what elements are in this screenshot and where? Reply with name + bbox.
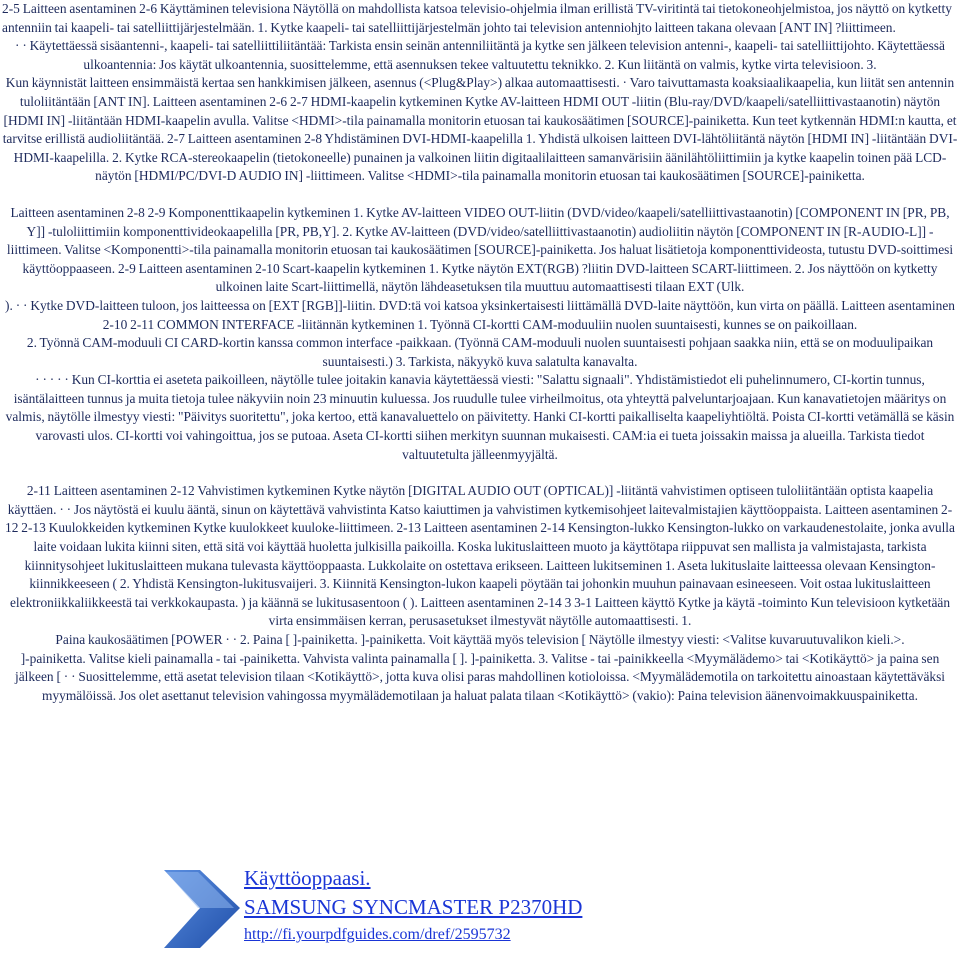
product-name-link[interactable]: SAMSUNG SYNCMASTER P2370HD [244,895,583,919]
paragraph-tv-antenna: 2-5 Laitteen asentaminen 2-6 Käyttäminen televisiona Näytöllä on mahdollista katsoa televisio-ohjelmia ilman erillistä TV-viritintä tai tietokoneohjelmistoa, jos näyttö on kytketty antenniin tai kaapeli- tai satelliittijärjestelmään. 1. Kytke kaapeli- tai satelliittijärjestelmän johto tai television antenniohjto laitteen takana olevaan [ANT IN] ?liittimeen. [2,1,952,35]
paragraph-plug-and-play-hdmi: Kun käynnistät laitteen ensimmäistä kertaa sen hankkimisen jälkeen, asennus (<Plug&Play>) alkaa automaattisesti. · Varo taivuttamasta koaksiaalikaapelia, kun liität sen antennin tuloliitäntään [ANT IN]. Laitteen asentaminen 2-6 2-7 HDMI-kaapelin kytkeminen Kytke AV-laitteen HDMI OUT -liitin (Blu-ray/DVD/kaapeli/satelliittivastaanotin) näytön [HDMI IN] -liitäntään HDMI-kaapelin avulla. Valitse <HDMI>-tila painamalla monitorin etuosan tai kaukosäätimen [SOURCE]-painiketta. Kun teet kytkennän HDMI:n kautta, et tarvitse erillistä audioliitäntää. 2-7 Laitteen asentaminen 2-8 Yhdistäminen DVI-HDMI-kaapelilla 1. Yhdistä ulkoisen laitteen DVI-lähtöliitäntä näytön [HDMI IN] -liitäntään DVI-HDMI-kaapelilla. 2. Kytke RCA-stereokaapelin (tietokoneelle) punainen ja valkoinen liitin digitaalilaitteen samanvärisiin äänilähtöliittimiin ja kytke kaapelin toinen pää LCD-näytön [HDMI/PC/DVI-D AUDIO IN] -liittimeen. Valitse <HDMI>-tila painamalla monitorin etuosan tai kaukosäätimen [SOURCE]-painiketta. [2,75,958,184]
document-body [2,0,958,705]
paragraph-cam-module: 2. Työnnä CAM-moduuli CI CARD-kortin kanssa common interface -paikkaan. (Työnnä CAM-moduuli nuolen suuntaisesti pohjaan saakka niin, että se on moduulipaikan suuntaisesti.) 3. Tarkista, näkyykö kuva salatulta kanavalta. [26,335,934,369]
arrow-right-icon [160,862,242,954]
paragraph-antenna-notes: · · Käytettäessä sisäantenni-, kaapeli- tai satelliittiliitäntää: Tarkista ensin seinän antenniliitäntä ja kytke sen jälkeen television antenni-, kaapeli- tai satelliittijohto. Käytettäessä ulkoantennia: Jos käytät ulkoantennia, suosittelemme, että asennuksen tekee valtuutettu teknikko. 2. Kun liitäntä on valmis, kytke virta televisioon. 3. [15,38,945,72]
paragraph-dvd-common-interface: ). · · Kytke DVD-laitteen tuloon, jos laitteessa on [EXT [RGB]]-liitin. DVD:tä voi katsoa yksinkertaisesti liittämällä DVD-laite näyttöön, kun virta on päällä. Laitteen asentaminen 2-10 2-11 COMMON INTERFACE -liitännän kytkeminen 1. Työnnä CI-kortti CAM-moduuliin nuolen suuntaisesti, kunnes se on paikoillaan. [5,297,955,332]
paragraph-power-language: Paina kaukosäätimen [POWER · · 2. Paina [ ]-painiketta. ]-painiketta. Voit käyttää myös television [ Näytölle ilmestyy viesti: <Valitse kuvaruutuvalikon kieli.>. [55,632,905,647]
user-manual-link[interactable]: Käyttöoppaasi. [244,866,371,890]
paragraph-amplifier-kensington: 2-11 Laitteen asentaminen 2-12 Vahvistimen kytkeminen Kytke näytön [DIGITAL AUDIO OUT (OPTICAL)] -liitäntä vahvistimen optiseen tuloliitäntään optista kaapelia käyttäen. · · Jos näytöstä ei kuulu ääntä, sinun on käytettävä vahvistinta Katso kaiuttimen ja vahvistimen kytkemisohjeet laitevalmistajien käyttöoppaista. Laitteen asentaminen 2-12 2-13 Kuulokkeiden kytkeminen Kytke kuulokkeet kuuloke-liittimeen. 2-13 Laitteen asentaminen 2-14 Kensington-lukko Kensington-lukko on varkaudenestolaite, jonka avulla laite voidaan lukita kiinni siten, että sitä voi käyttää huoletta julkisilla paikoilla. Koska lukituslaitteen muoto ja käyttötapa riippuvat sen mallista ja valmistajasta, tarkista kiinnitysohjeet lukituslaitteen mukana tulevasta käyttöoppaasta. Lukkolaite on ostettava erikseen. Laitteen lukitseminen 1. Aseta lukituslaite laitteessa olevaan Kensington-kiinnikkeeseen ( 2. Yhdistä Kensington-lukitusvaijeri. 3. Kiinnitä Kensington-lukon kaapeli pöytään tai johonkin muuhun painavaan esineeseen. Voit ostaa lukituslaitteen elektroniikkaliikkeestä tai verkkokaupasta. ) ja käännä se lukitusasentoon ( ). Laitteen asentaminen 2-14 3 3-1 Laitteen käyttö Kytke ja käytä -toiminto Kun televisioon kytketään virta ensimmäisen kerran, perusasetukset ilmestyvät näytölle automaattisesti. 1. [5,483,955,629]
paragraph-component-scart: Laitteen asentaminen 2-8 2-9 Komponenttikaapelin kytkeminen 1. Kytke AV-laitteen VIDEO OUT-liitin (DVD/video/kaapeli/satelliittivastaanotin) [COMPONENT IN [PR, PB, Y]] -tuloliittimiin komponenttivideokaapelilla [PR, PB,Y]. 2. Kytke AV-laitteen (DVD/video/satelliittivastaanotin) audioliitin näytön [COMPONENT IN [R-AUDIO-L]] -liittimeen. Valitse <Komponentti>-tila painamalla monitorin etuosan tai kaukosäätimen [SOURCE]-painiketta. Jos haluat lisätietoja komponenttivideosta, tutustu DVD-soittimesi käyttöoppaaseen. 2-9 Laitteen asentaminen 2-10 Scart-kaapelin kytkeminen 1. Kytke näytön EXT(RGB) ?liitin DVD-laitteen SCART-liittimeen. 2. Jos näyttöön on kytketty ulkoinen laite Scart-liittimellä, näytön lähdeasetuksen tila muuttuu automaattisesti tilaan EXT (Ulk. [6,204,954,295]
paragraph-ci-card-notes: · · · · · Kun CI-korttia ei aseteta paikoilleen, näytölle tulee joitakin kanavia käytettäessä viesti: "Salattu signaali". Yhdistämistiedot eli puhelinnumero, CI-kortin tunnus, isäntälaitteen tunnus ja muita tietoja tulee näkyviin noin 23 minuutin kuluessa. Jos ruudulle tulee virheilmoitus, ota yhteyttä palveluntarjoajaan. Kun kanavatietojen määritys on valmis, näytölle ilmestyy viesti: "Päivitys suoritettu", joka kertoo, että kanavaluettelo on päivitetty. Hanki CI-kortti paikalliselta kaapeliyhtiöltä. Poista CI-kortti vetämällä se käsin varovasti ulos. CI-kortti voi vahingoittua, jos se putoaa. Aseta CI-kortti siihen merkityn suunnan mukaisesti. CAM:ia ei tueta joissakin maissa ja alueilla. Tarkista tiedot valtuutetulta jälleenmyyjältä. [5,372,955,462]
guide-url-link[interactable]: http://fi.yourpdfguides.com/dref/2595732 [244,926,511,943]
paragraph-mode-selection: ]-painiketta. Valitse kieli painamalla - tai -painiketta. Vahvista valinta painamalla [ ]. ]-painiketta. 3. Valitse - tai -painikkeella <Myymälädemo> tai <Kotikäyttö> ja paina sen jälkeen [ · · Suosittelemme, että asetat television tilaan <Kotikäyttö>, jotta kuva olisi paras mahdollinen kotioloissa. <Myymälädemotila on tarkoitettu ainoastaan käytettäväksi myymälöissä. Jos olet asettanut television vahingossa myymälädemotilaan ja haluat palata tilaan <Kotikäyttö> (vakio): Paina television äänenvoimakkuuspainiketta. [14,650,946,703]
footer-links [160,862,960,960]
